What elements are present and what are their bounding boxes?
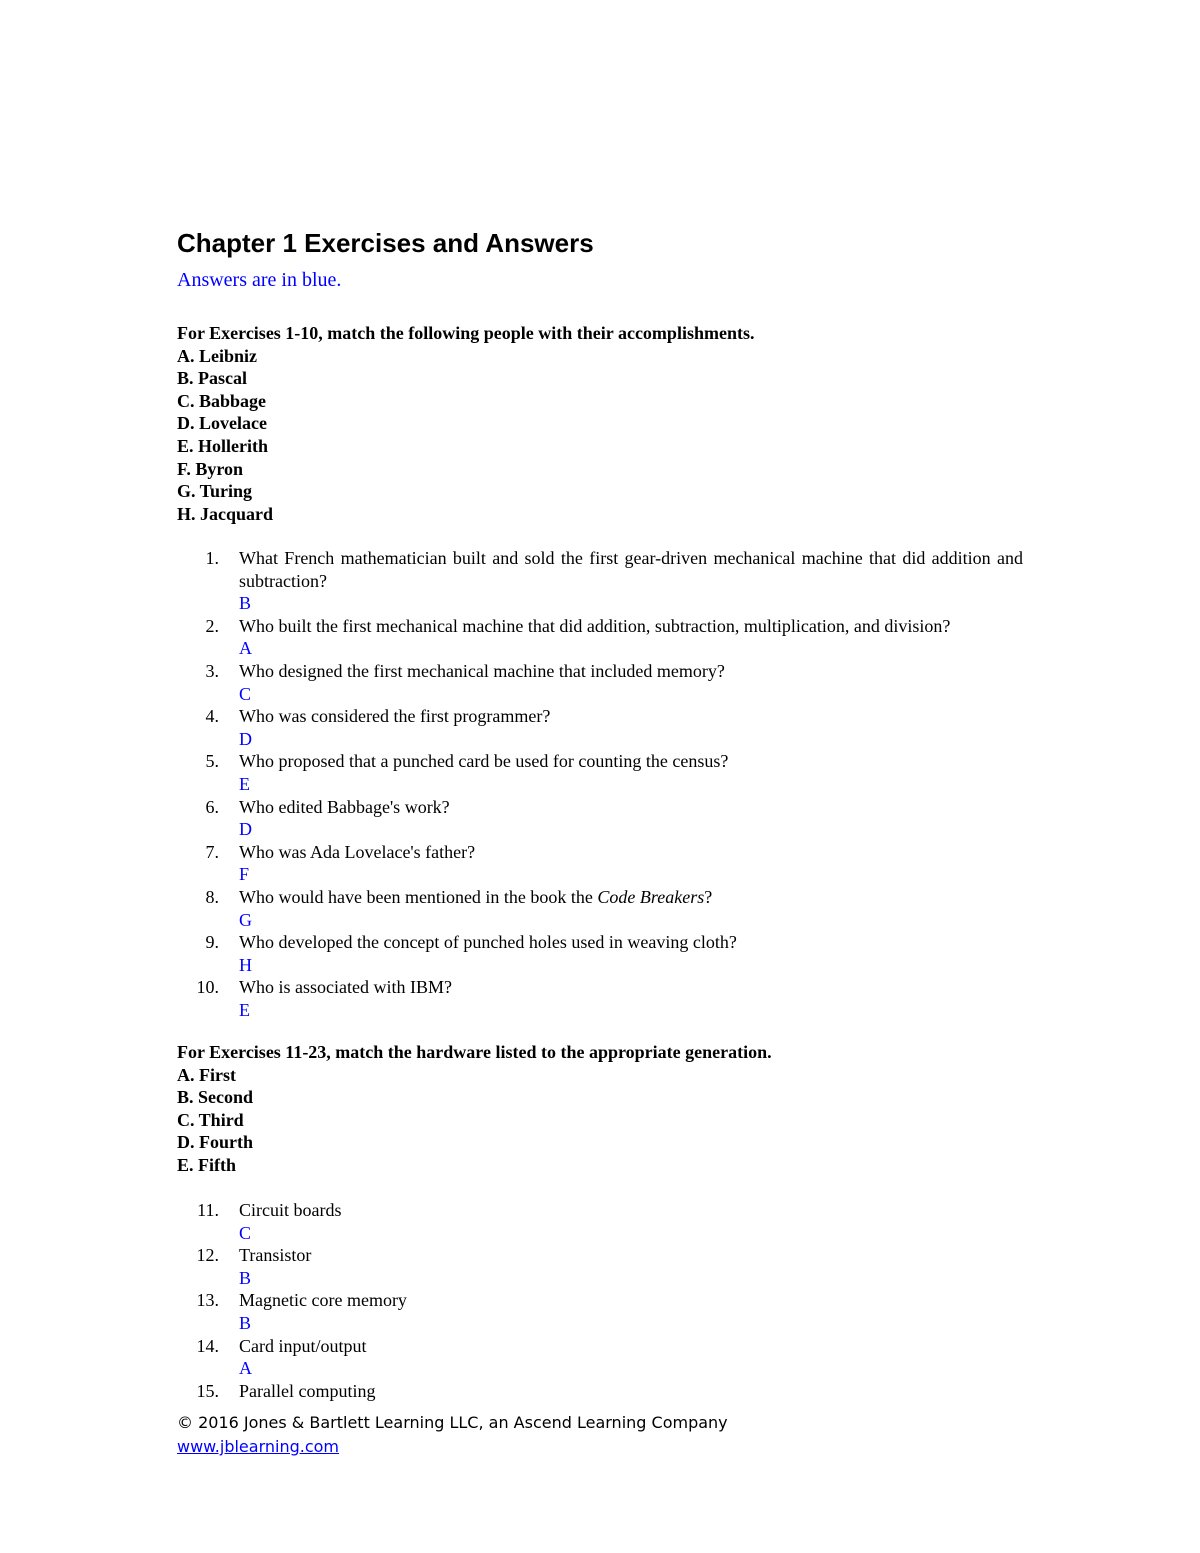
question-number: 9. xyxy=(205,932,219,953)
question-item xyxy=(177,976,1023,1021)
question-item xyxy=(177,705,1023,750)
answer-text: F xyxy=(239,864,250,885)
question-item xyxy=(177,1199,1023,1244)
question-text: Card input/output xyxy=(239,1335,367,1356)
question-text: Parallel computing xyxy=(239,1380,376,1401)
choice-item: C. Third xyxy=(177,1109,244,1130)
answer-text: E xyxy=(239,999,250,1020)
answer-text: C xyxy=(239,1222,252,1243)
question-text: Who edited Babbage's work? xyxy=(239,796,450,817)
choice-item: A. First xyxy=(177,1064,236,1085)
question-text xyxy=(239,886,1023,909)
question-number: 8. xyxy=(205,886,219,907)
choice-item: H. Jacquard xyxy=(177,503,274,524)
answer-text: E xyxy=(239,773,250,794)
question-number: 12. xyxy=(196,1245,219,1266)
question-item xyxy=(177,1289,1023,1334)
question-number: 7. xyxy=(205,841,219,862)
book-title: Code Breakers xyxy=(597,886,705,907)
question-number: 3. xyxy=(205,660,219,681)
answer-text: H xyxy=(239,954,252,975)
section-heading: For Exercises 11-23, match the hardware listed to the appropriate generation. xyxy=(177,1042,772,1062)
question-text-end: ? xyxy=(704,886,713,907)
choice-item: D. Fourth xyxy=(177,1132,253,1153)
question-text: Who proposed that a punched card be used for counting the census? xyxy=(239,751,729,772)
page-subtitle: Answers are in blue. xyxy=(177,269,342,291)
answer-text: B xyxy=(239,1312,252,1333)
question-text: Who designed the first mechanical machine that included memory? xyxy=(239,660,725,681)
choice-item: A. Leibniz xyxy=(177,345,258,366)
answer-text: A xyxy=(239,638,252,659)
question-number: 13. xyxy=(196,1290,219,1311)
question-number: 14. xyxy=(196,1335,219,1356)
answer-text: B xyxy=(239,593,252,614)
question-number: 10. xyxy=(196,977,219,998)
choice-item: F. Byron xyxy=(177,458,244,479)
answer-text: G xyxy=(239,909,252,930)
choice-item: B. Second xyxy=(177,1087,254,1108)
section-heading: For Exercises 1-10, match the following people with their accomplishments. xyxy=(177,323,755,343)
publisher-link[interactable]: www.jblearning.com xyxy=(177,1437,340,1456)
question-item xyxy=(177,841,1023,886)
question-number: 11. xyxy=(197,1200,219,1220)
question-text: Who was Ada Lovelace's father? xyxy=(239,841,476,862)
copyright-text: © 2016 Jones & Bartlett Learning LLC, an Ascend Learning Company xyxy=(177,1413,728,1432)
question-number: 6. xyxy=(205,796,219,817)
question-text-start: Who would have been mentioned in the book the xyxy=(239,886,598,907)
question-text: Transistor xyxy=(239,1245,312,1266)
question-text: Who is associated with IBM? xyxy=(239,977,452,998)
question-text: Who was considered the first programmer? xyxy=(239,706,551,727)
question-list-2 xyxy=(177,1199,1023,1402)
answer-text: D xyxy=(239,819,252,840)
choice-item: E. Hollerith xyxy=(177,435,268,456)
question-list-1 xyxy=(177,547,1023,1021)
question-item xyxy=(177,886,1023,931)
choice-item: E. Fifth xyxy=(177,1154,237,1175)
question-item xyxy=(177,615,1023,660)
choice-item: D. Lovelace xyxy=(177,413,267,434)
answer-text: A xyxy=(239,1358,252,1379)
question-item xyxy=(177,931,1023,976)
question-item xyxy=(177,750,1023,795)
answer-text: D xyxy=(239,728,252,749)
question-item xyxy=(177,1380,1023,1403)
answer-text: B xyxy=(239,1267,252,1288)
question-number: 1. xyxy=(205,548,219,568)
choice-list xyxy=(177,345,1023,526)
question-text: Who developed the concept of punched holes used in weaving cloth? xyxy=(239,932,737,953)
question-text: Circuit boards xyxy=(239,1200,342,1220)
question-item xyxy=(177,660,1023,705)
choice-item: C. Babbage xyxy=(177,390,267,411)
choice-item: B. Pascal xyxy=(177,368,247,389)
exercise-section-2 xyxy=(177,1041,1023,1177)
answer-text: C xyxy=(239,683,252,704)
question-number: 5. xyxy=(205,751,219,772)
question-text: What French mathematician built and sold the first gear-driven mechanical machine that did addition and subtraction? xyxy=(239,548,1023,591)
exercise-section-1 xyxy=(177,322,1023,525)
choice-item: G. Turing xyxy=(177,481,253,502)
question-item xyxy=(177,1335,1023,1380)
question-item xyxy=(177,1244,1023,1289)
page-title: Chapter 1 Exercises and Answers xyxy=(177,228,594,258)
question-text: Who built the first mechanical machine that did addition, subtraction, multiplication, and division? xyxy=(239,615,951,636)
question-item xyxy=(177,547,1023,615)
page-footer xyxy=(177,1411,728,1459)
question-number: 15. xyxy=(196,1380,219,1401)
question-item xyxy=(177,796,1023,841)
question-number: 2. xyxy=(205,615,219,636)
choice-list xyxy=(177,1064,1023,1177)
question-text: Magnetic core memory xyxy=(239,1290,407,1311)
question-number: 4. xyxy=(205,706,219,727)
